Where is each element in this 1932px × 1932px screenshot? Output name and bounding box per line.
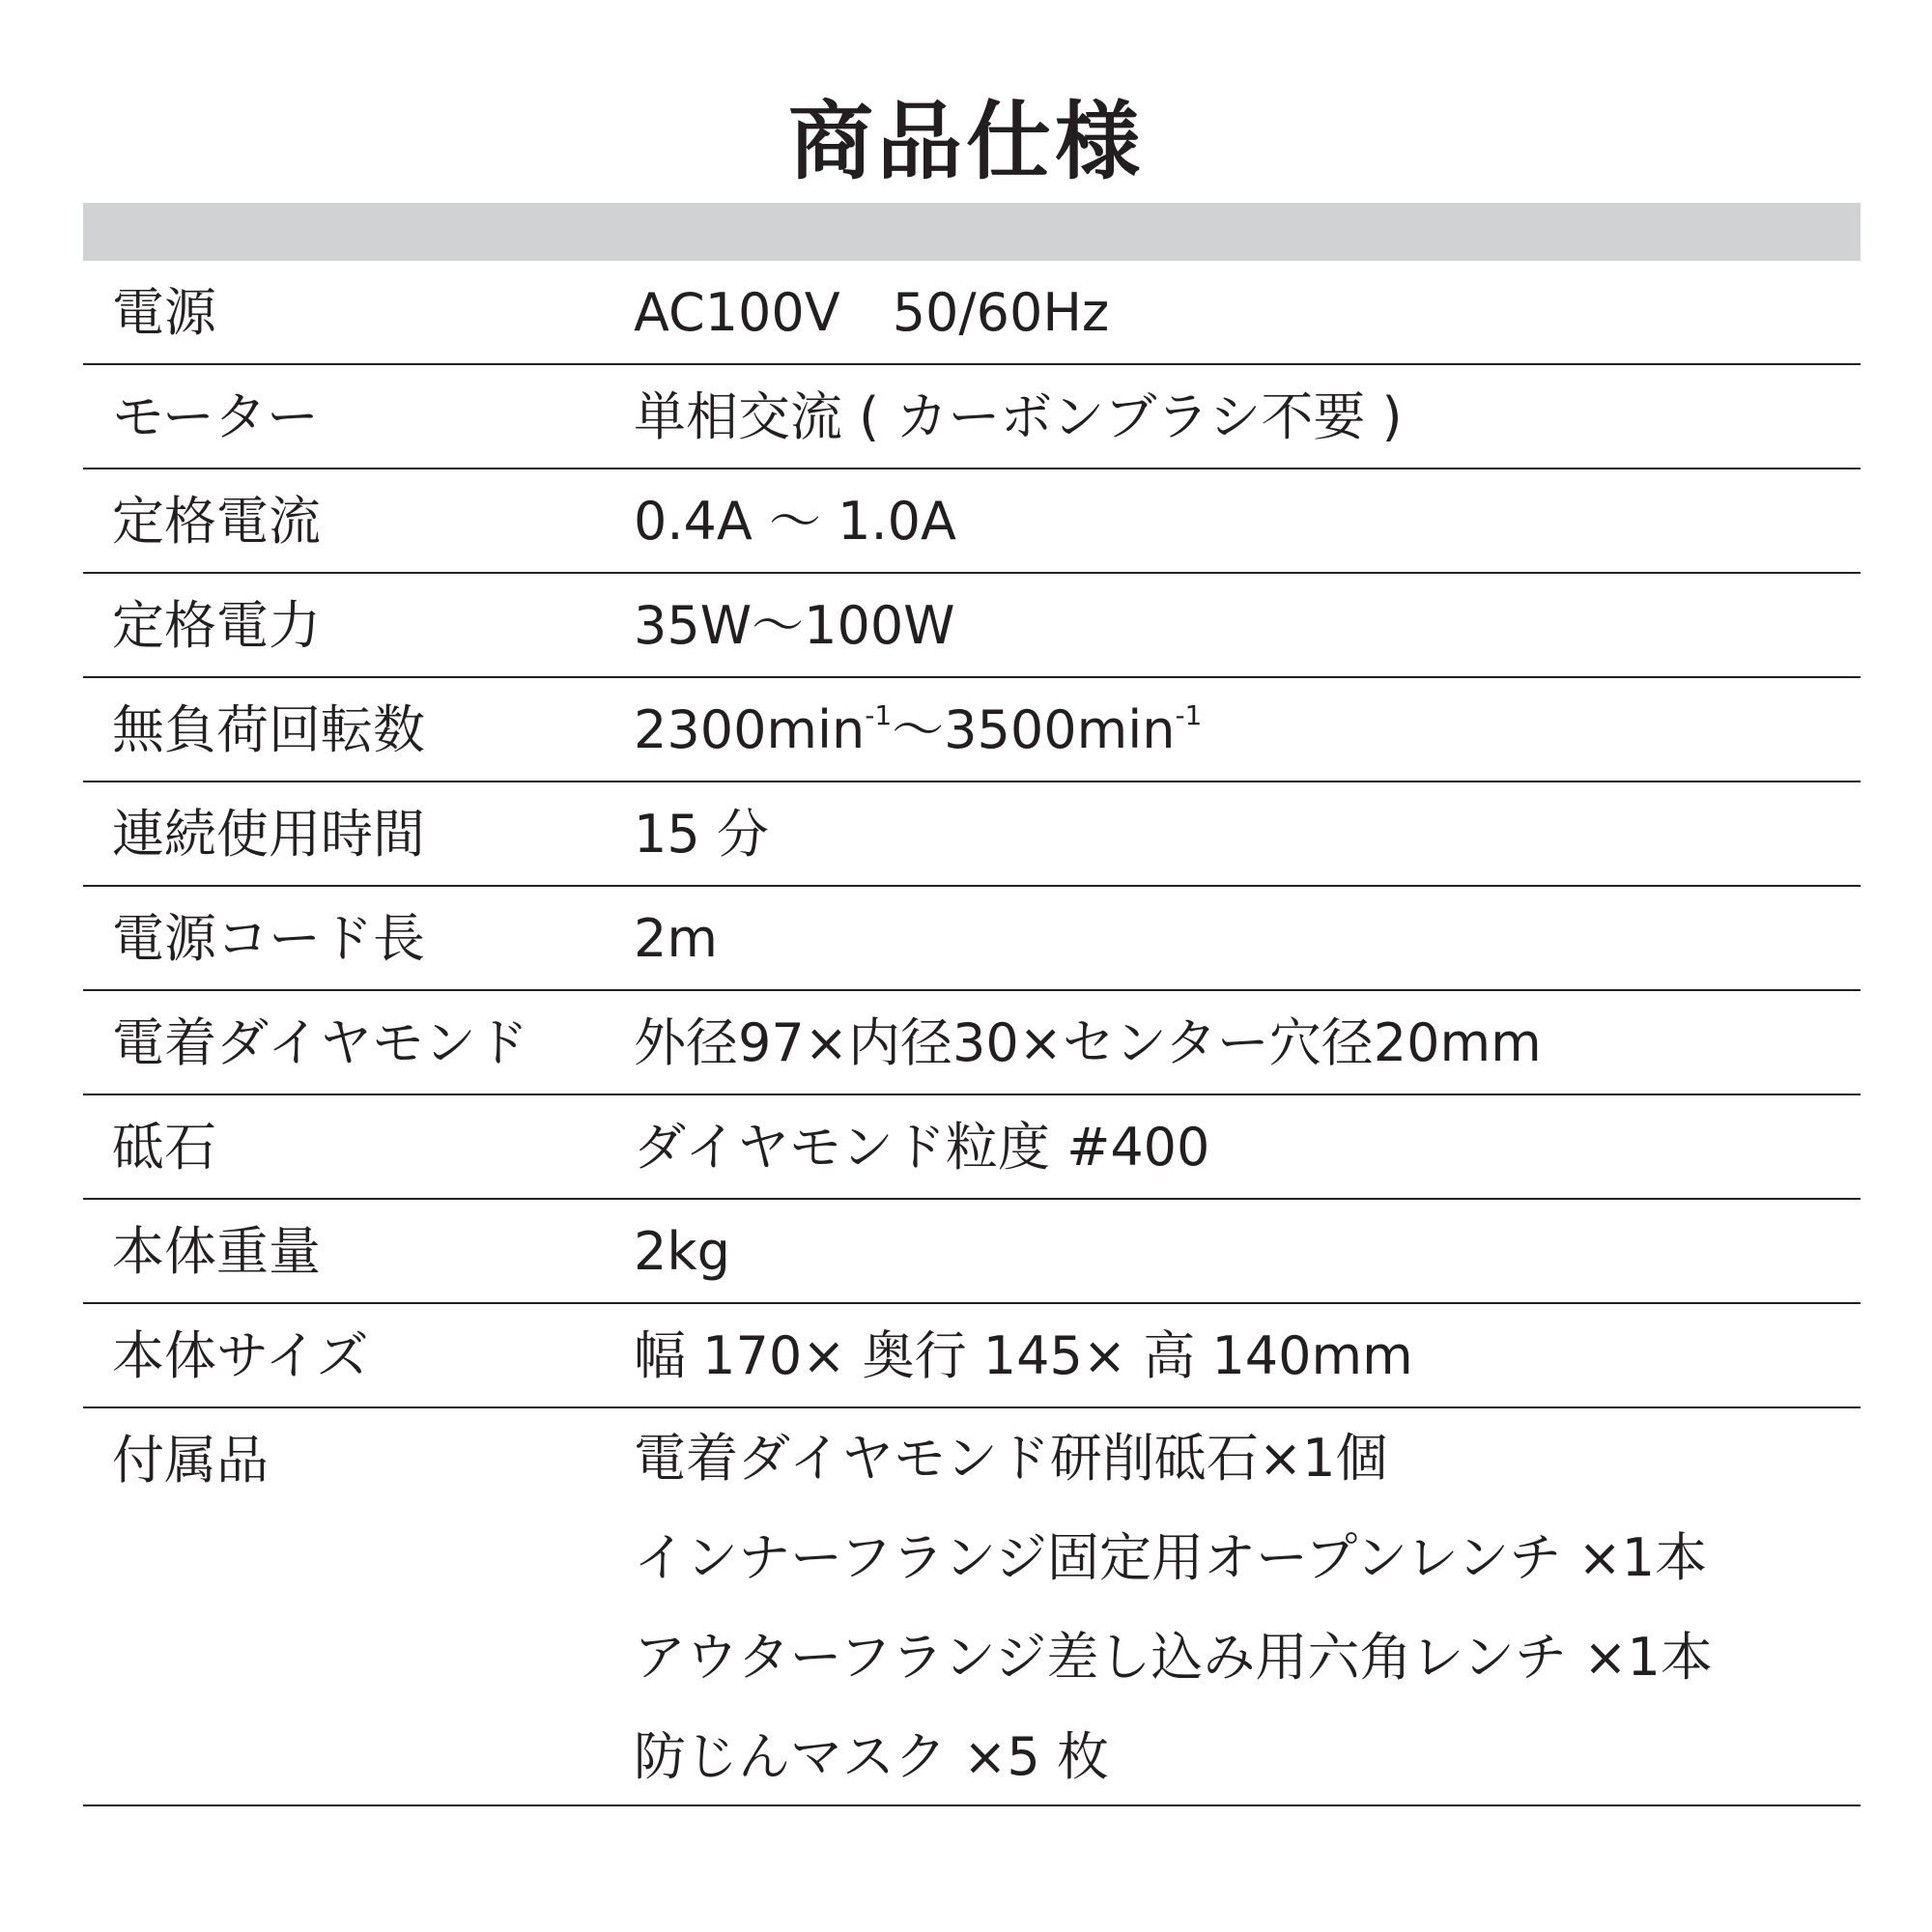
spec-value: 単相交流 ( カーボンブラシ不要 ) [634,386,1403,447]
spec-row-rated-current [83,469,1861,574]
spec-label: 定格電力 [112,595,321,656]
spec-value: 0.4A ～ 1.0A [634,491,956,552]
spec-value: 15 分 [634,804,769,865]
spec-row-accessories [83,1408,1861,1806]
speed-min-exponent: -1 [865,699,893,731]
spec-value: 2kg [634,1221,730,1282]
spec-label: 付属品 [112,1430,269,1491]
spec-row-weight [83,1200,1861,1304]
speed-min-text: 2300min [634,699,866,760]
accessory-item: インナーフランジ固定用オープンレンチ ×1本 [634,1527,1708,1588]
table-header-bar [83,203,1861,261]
spec-value: 外径97×内径30×センター穴径20mm [634,1012,1542,1073]
spec-row-power-source [83,261,1861,365]
spec-label: 無負荷回転数 [112,699,425,760]
spec-value-list [634,1408,1861,1804]
spec-value: 幅 170× 奥行 145× 高 140mm [634,1325,1413,1386]
speed-max-text: ～3500min [892,699,1176,760]
spec-value [634,678,1861,781]
spec-row-diamond-wheel [83,991,1861,1095]
spec-value: AC100V 50/60Hz [634,282,1110,343]
spec-label: 定格電流 [112,491,321,552]
spec-value: 35W～100W [634,595,955,656]
spec-label: 本体サイズ [112,1325,369,1386]
accessory-item: アウターフランジ差し込み用六角レンチ ×1本 [634,1627,1713,1688]
spec-label: 砥石 [112,1117,216,1178]
spec-row-motor [83,365,1861,469]
spec-row-no-load-speed [83,678,1861,782]
spec-row-continuous-use-time [83,782,1861,887]
spec-row-grindstone [83,1095,1861,1200]
spec-value: 2m [634,908,718,969]
spec-label: 本体重量 [112,1221,321,1282]
spec-row-rated-power [83,574,1861,678]
spec-table [83,261,1861,1806]
spec-label: 電源 [112,282,216,343]
accessory-item: 電着ダイヤモンド研削砥石×1個 [634,1428,1388,1489]
page-title: 商品仕様 [787,92,1144,191]
spec-label: 電源コード長 [112,908,425,969]
speed-max-exponent: -1 [1175,699,1203,731]
spec-row-cord-length [83,887,1861,991]
spec-value: ダイヤモンド粒度 #400 [634,1117,1210,1178]
spec-label: 電着ダイヤモンド [112,1012,528,1073]
spec-label: 連続使用時間 [112,804,425,865]
spec-label: モーター [112,386,319,447]
spec-row-body-size [83,1304,1861,1408]
accessory-item: 防じんマスク ×5 枚 [634,1726,1109,1787]
